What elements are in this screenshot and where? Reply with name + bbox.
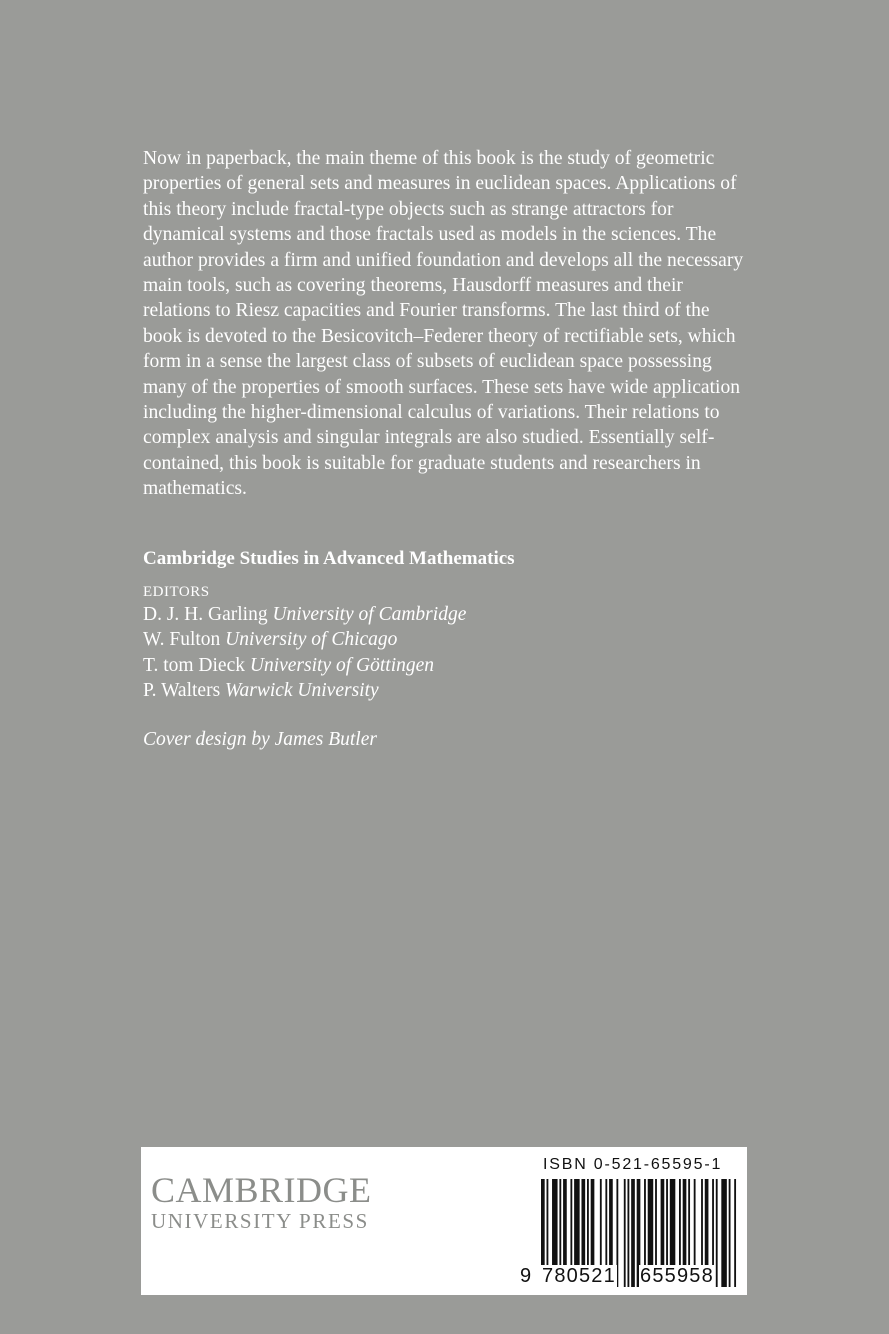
barcode-first-digit: 9: [520, 1265, 533, 1287]
barcode-right-group: 655958: [640, 1265, 714, 1287]
barcode-left-group: 780521: [542, 1265, 616, 1287]
publisher-name: CAMBRIDGE: [151, 1170, 372, 1210]
editor-name: T. tom Dieck: [143, 654, 245, 676]
cover-design-credit: Cover design by James Butler: [143, 729, 377, 750]
editors-list: [143, 602, 466, 704]
book-description: Now in paperback, the main theme of this book is the study of geometric properties of general sets and measures in euclidean spaces. Applications of this theory include fractal-type objects such as strange attractors for dynamical systems and those fractals used as models in the sciences. The author provides a firm and unified foundation and develops all the necessary main tools, such as covering theorems, Hausdorff measures and their relations to Riesz capacities and Fourier transforms. The last third of the book is devoted to the Besicovitch–Federer theory of rectifiable sets, which form in a sense the largest class of subsets of euclidean space possessing many of the properties of smooth surfaces. These sets have wide application including the higher-dimensional calculus of variations. Their relations to complex analysis and singular integrals are also studied. Essentially self-contained, this book is suitable for graduate students and researchers in mathematics.: [143, 148, 744, 500]
editor-institution: Warwick University: [225, 680, 379, 702]
editor-entry: [143, 653, 466, 678]
editor-entry: [143, 627, 466, 652]
editor-name: W. Fulton: [143, 629, 221, 651]
editor-institution: University of Cambridge: [272, 604, 467, 625]
publisher-logo: [151, 1171, 372, 1233]
editor-name: D. J. H. Garling: [143, 604, 268, 625]
editor-entry: [143, 602, 466, 627]
editor-institution: University of Göttingen: [249, 654, 435, 676]
editor-institution: University of Chicago: [225, 629, 398, 651]
isbn-label: ISBN 0-521-65595-1: [543, 1156, 723, 1173]
editor-entry: [143, 678, 466, 703]
publisher-subtitle: UNIVERSITY PRESS: [151, 1209, 369, 1233]
publisher-footer: [141, 1147, 747, 1295]
series-title: Cambridge Studies in Advanced Mathematics: [143, 548, 515, 569]
editor-name: P. Walters: [143, 680, 221, 702]
editors-heading: EDITORS: [143, 584, 210, 600]
barcode-digits: [519, 1261, 737, 1289]
